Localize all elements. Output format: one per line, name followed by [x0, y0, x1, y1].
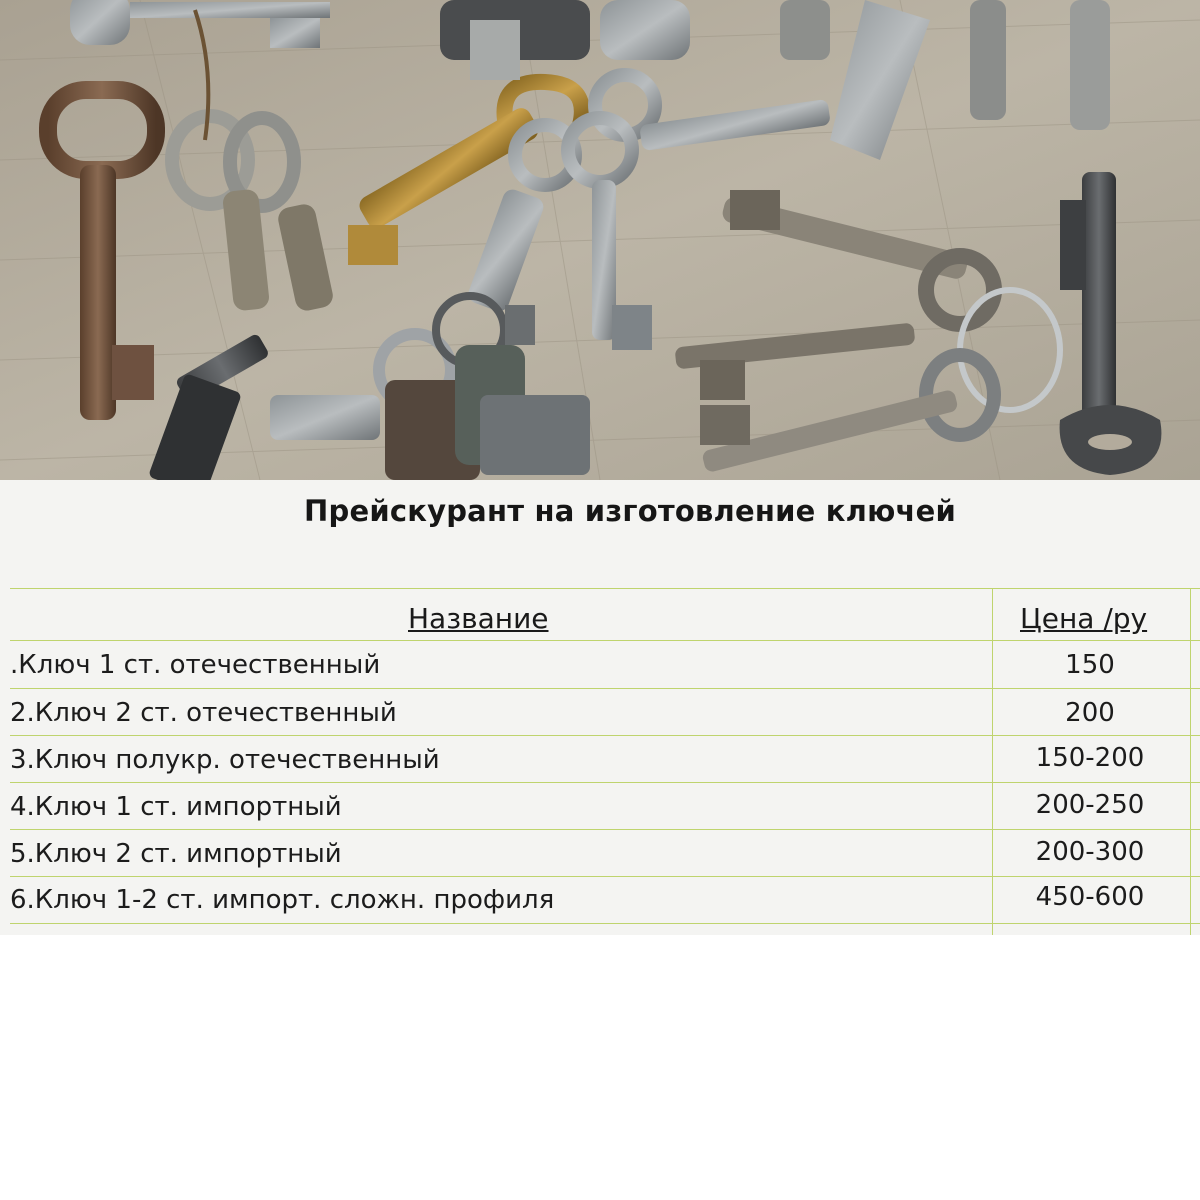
row-price: 150-200 [1035, 743, 1145, 773]
rule-line [10, 829, 1200, 830]
row-price: 200 [1065, 698, 1115, 728]
header-price: Цена /ру [1020, 602, 1148, 635]
rule-line [10, 588, 1200, 589]
row-price: 450-600 [1035, 882, 1145, 912]
keys-photo-icon [0, 0, 1200, 480]
rule-line [10, 735, 1200, 736]
rule-line [10, 640, 1200, 641]
row-price: 200-300 [1035, 837, 1145, 867]
header-name: Название [408, 602, 549, 635]
rule-line [10, 876, 1200, 877]
row-name: 3.Ключ полукр. отечественный [10, 745, 440, 775]
blank-area [0, 935, 1200, 1200]
price-list-title: Прейскурант на изготовление ключей [304, 494, 956, 528]
keys-photo [0, 0, 1200, 480]
row-price: 200-250 [1035, 790, 1145, 820]
rule-line [10, 782, 1200, 783]
row-price: 150 [1065, 650, 1115, 680]
rule-line [10, 688, 1200, 689]
rule-line [10, 923, 1200, 924]
row-name: 5.Ключ 2 ст. импортный [10, 839, 342, 869]
row-name: 6.Ключ 1-2 ст. импорт. сложн. профиля [10, 885, 555, 915]
column-divider [992, 588, 993, 935]
price-list-sheet [0, 480, 1200, 935]
row-name: 4.Ключ 1 ст. импортный [10, 792, 342, 822]
row-name: 2.Ключ 2 ст. отечественный [10, 698, 397, 728]
column-divider [1190, 588, 1191, 935]
row-name: .Ключ 1 ст. отечественный [10, 650, 381, 680]
